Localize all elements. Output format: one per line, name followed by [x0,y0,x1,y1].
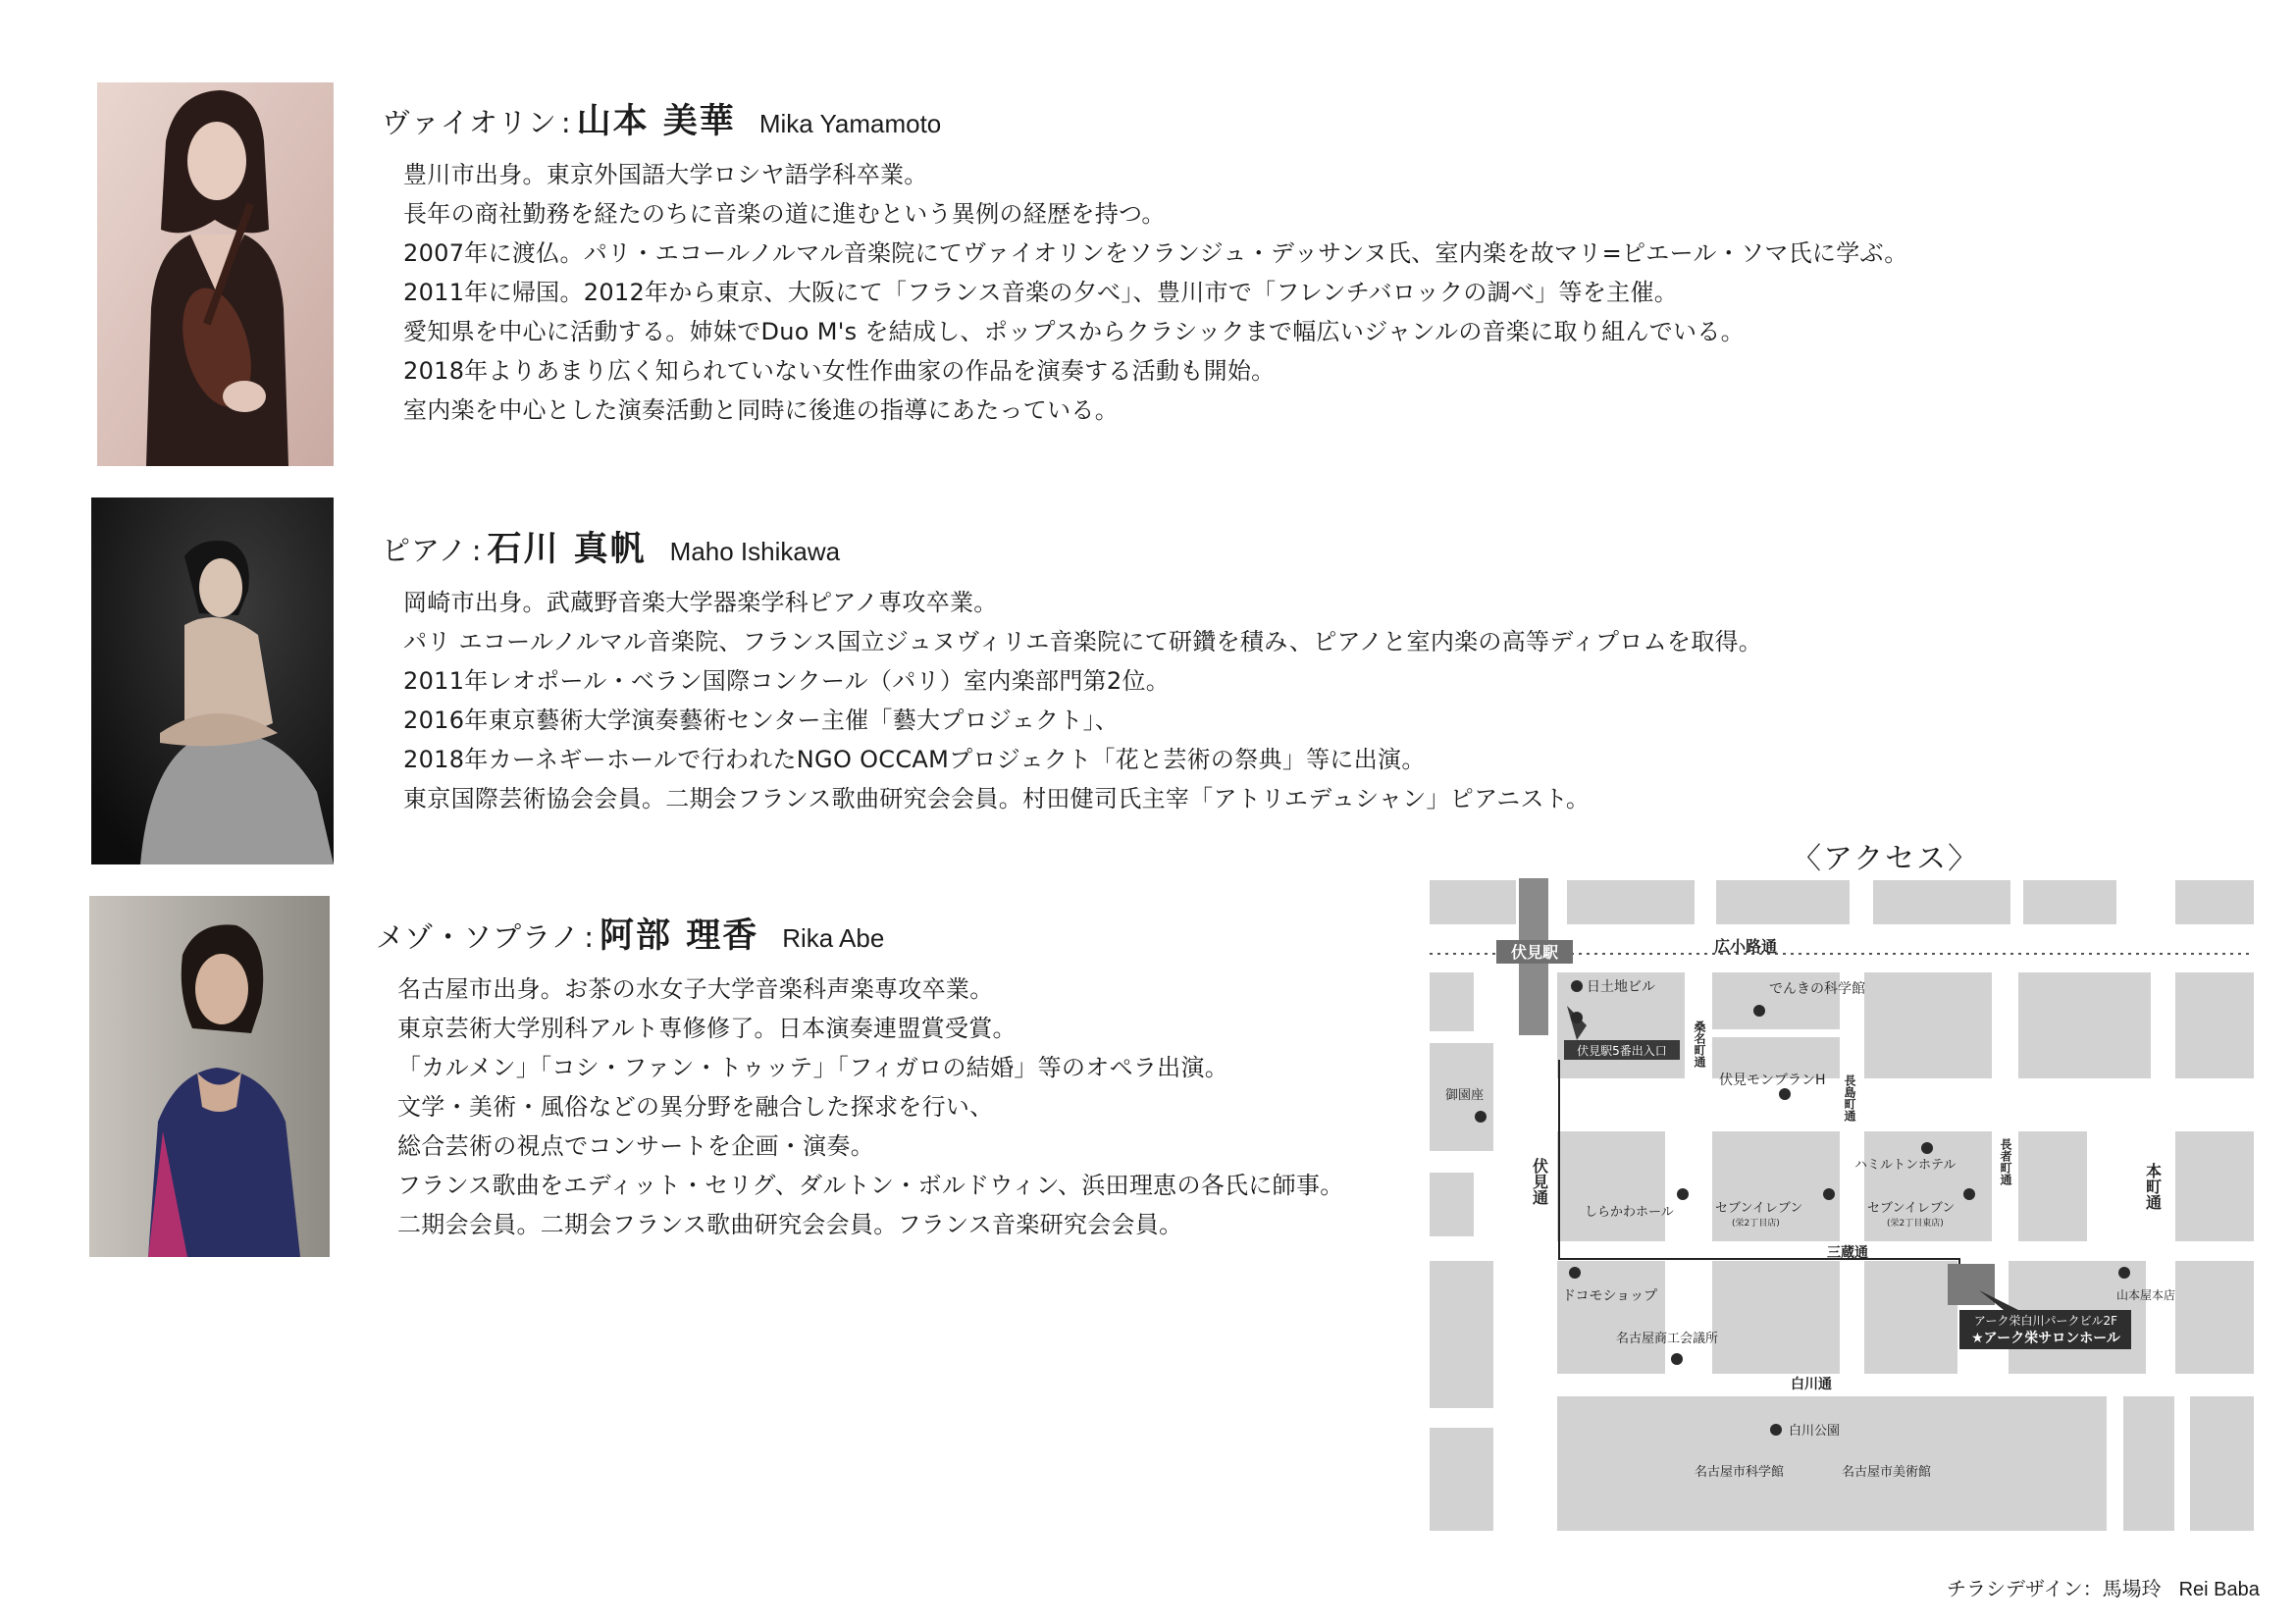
violinist-bio-line: 室内楽を中心とした演奏活動と同時に後進の指導にあたっている。 [403,396,1119,424]
map-label-venue-name: ★アーク栄サロンホール [1971,1331,2120,1346]
violinist-bio-line: 長年の商社勤務を経たのちに音楽の道に進むという異例の経歴を持つ。 [403,200,1166,228]
map-label-kuwana: 桑名町通 [1693,1021,1706,1068]
mezzo-bio-line: 二期会会員。二期会フランス歌曲研究会会員。フランス音楽研究会会員。 [397,1211,1183,1238]
map-label-venue-building: アーク栄白川パークビル2F [1973,1314,2118,1328]
pianist-name-ja: 石川 真帆 [487,530,647,569]
mezzo-bio-line: 「カルメン」「コシ・ファン・トゥッテ」「フィガロの結婚」等のオペラ出演。 [397,1054,1229,1081]
mezzo-heading [376,909,1344,969]
violinist-name-ja: 山本 美華 [576,102,736,141]
map-label-hamilton: ハミルトンホテル [1854,1158,1957,1173]
map-label-fushimi-dori: 伏見通 [1530,1158,1549,1205]
map-label-exit: 伏見駅5番出入口 [1577,1044,1667,1058]
map-label-hirokoji: 広小路通 [1714,937,1778,956]
violinist-heading [382,94,1908,155]
map-label-nittochi: 日土地ビル [1587,979,1655,995]
map-label-seven1-sub: (栄2丁目店) [1732,1219,1780,1229]
map-label-misonoza: 御園座 [1445,1088,1485,1103]
violinist-photo [97,82,334,466]
map-label-chojamachi: 長者町通 [1999,1138,2012,1185]
map-label-station: 伏見駅 [1510,943,1559,962]
map-label-sanzo: 三蔵通 [1827,1245,1868,1261]
map-label-seven1: セブンイレブン [1715,1201,1803,1216]
mezzo-photo [89,896,330,1257]
pianist-bio-line: 東京国際芸術協会会員。二期会フランス歌曲研究会会員。村田健司氏主宰「アトリエデュシャン」ピアニスト。 [403,785,1591,812]
pianist-name-en: Maho Ishikawa [669,537,841,566]
credit-label: チラシデザイン：馬場玲 [1947,1577,2162,1600]
pianist-heading [382,522,1762,583]
pianist-bio-line: 2016年東京藝術大学演奏藝術センター主催「藝大プロジェクト」、 [403,707,1120,734]
violinist-bio-line: 愛知県を中心に活動する。姉妹でDuo M's を結成し、ポップスからクラシックまで幅広いジャンルの音楽に取り組んでいる。 [403,318,1745,345]
violinist-bio-line: 2018年よりあまり広く知られていない女性作曲家の作品を演奏する活動も開始。 [403,357,1276,385]
violinist-bio-line: 2011年に帰国。2012年から東京、大阪にて「フランス音楽の夕べ」、豊川市で「フレンチバロックの調べ」等を主催。 [403,279,1679,306]
mezzo-name-ja: 阿部 理香 [600,916,759,956]
design-credit [1947,1573,2260,1601]
pianist-bio-line: 2011年レオポール・ベラン国際コンクール（パリ）室内楽部門第2位。 [403,667,1171,695]
heading-colon: : [584,920,595,954]
mezzo-bio [376,909,1344,1244]
mezzo-bio-line: フランス歌曲をエディット・セリグ、ダルトン・ボルドウィン、浜田理恵の各氏に師事。 [397,1172,1344,1199]
mezzo-bio-line: 名古屋市出身。お茶の水女子大学音楽科声楽専攻卒業。 [397,975,994,1003]
map-label-shirakawa-hall: しらかわホール [1585,1205,1674,1220]
pianist-role: ピアノ [382,534,468,567]
map-label-shokokai: 名古屋商工会議所 [1616,1332,1719,1346]
map-label-honmachi: 本町通 [2143,1163,2163,1210]
mezzo-name-en: Rika Abe [782,923,885,953]
mezzo-bio-line: 東京芸術大学別科アルト専修修了。日本演奏連盟賞受賞。 [397,1015,1017,1042]
mezzo-bio-line: 文学・美術・風俗などの異分野を融合した探求を行い、 [397,1093,994,1121]
pianist-bio-line: 岡崎市出身。武蔵野音楽大学器楽学科ピアノ専攻卒業。 [403,589,998,616]
pianist-bio-line: パリ エコールノルマル音楽院、フランス国立ジュヌヴィリエ音楽院にて研鑽を積み、ピアノと室内楽の高等ディプロムを取得。 [403,628,1763,655]
map-label-docomo: ドコモショップ [1562,1288,1658,1304]
access-title: 〈アクセス〉 [1792,842,1980,876]
map-label-science-museum: 名古屋市科学館 [1695,1465,1785,1480]
pianist-bio-line: 2018年カーネギーホールで行われたNGO OCCAMプロジェクト「花と芸術の祭典」等に出演。 [403,746,1426,773]
access-map [1430,878,2254,1531]
map-label-seven2-sub: (栄2丁目東店) [1887,1219,1944,1229]
violinist-name-en: Mika Yamamoto [758,109,942,138]
map-label-denki: でんきの科学館 [1769,981,1865,997]
map-label-nagashima: 長島町通 [1843,1074,1856,1122]
map-label-yamamotoya: 山本屋本店 [2116,1288,2176,1302]
violinist-bio [382,94,1908,430]
map-label-shirakawa-dori: 白川通 [1791,1377,1832,1392]
violinist-bio-line: 2007年に渡仏。パリ・エコールノルマル音楽院にてヴァイオリンをソランジュ・デッサンヌ氏、室内楽を故マリ=ピエール・ソマ氏に学ぶ。 [403,239,1908,267]
pianist-photo [91,497,334,864]
map-blocks [1430,880,2254,1531]
mezzo-bio-line: 総合芸術の視点でコンサートを企画・演奏。 [397,1132,874,1160]
heading-colon: : [471,534,482,567]
map-label-seven2: セブンイレブン [1867,1201,1956,1216]
violinist-bio-line: 豊川市出身。東京外国語大学ロシヤ語学科卒業。 [403,161,928,188]
pianist-bio [382,522,1762,818]
map-label-art-museum: 名古屋市美術館 [1842,1465,1932,1480]
map-label-montblanc: 伏見モンブランH [1719,1073,1826,1088]
mezzo-role: メゾ・ソプラノ [376,920,581,954]
map-label-shirakawa-park: 白川公園 [1789,1424,1841,1439]
heading-colon: : [560,106,571,139]
violinist-role: ヴァイオリン [382,106,557,139]
credit-name-en: Rei Baba [2178,1579,2260,1600]
